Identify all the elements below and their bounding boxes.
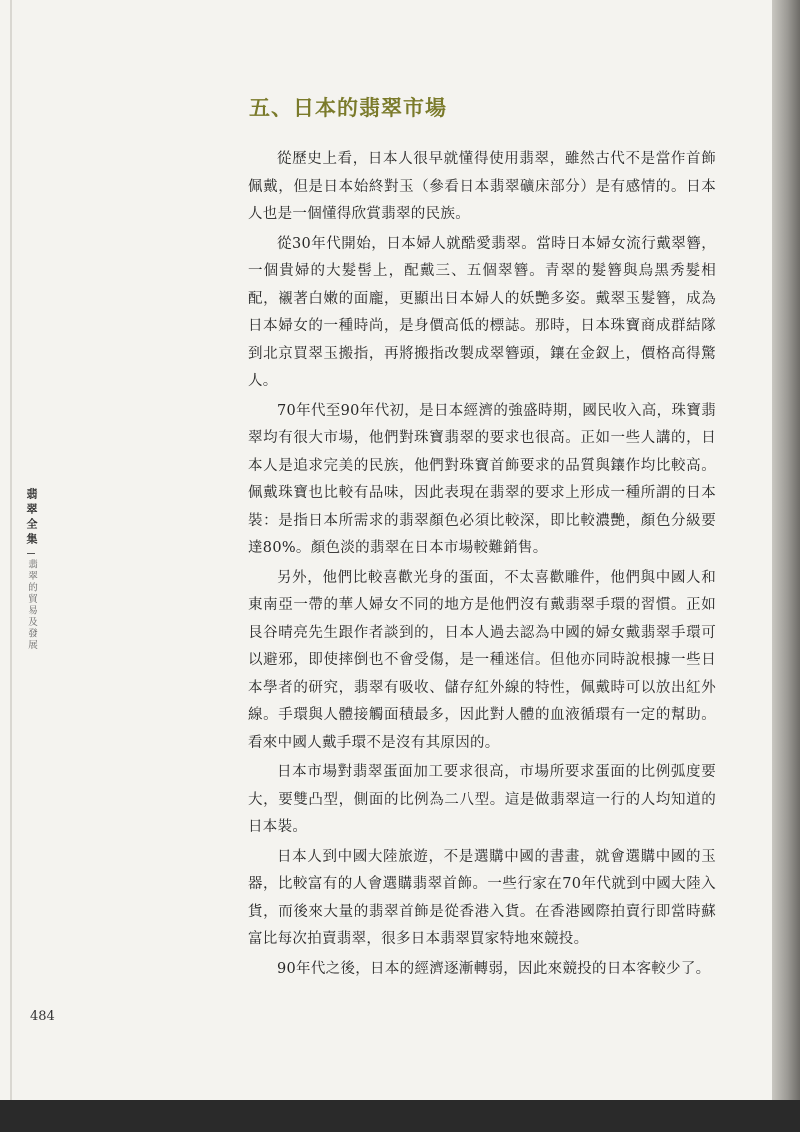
series-title: 翡翠全集 [25,488,38,548]
paragraph: 從歷史上看，日本人很早就懂得使用翡翠，雖然古代不是當作首飾佩戴，但是日本始終對玉（參看日本翡翠礦床部分）是有感情的。日本人也是一個懂得欣賞翡翠的民族。 [248,151,716,222]
side-divider [27,553,35,554]
scan-bottom-edge [0,1100,800,1132]
paragraph: 日本市場對翡翠蛋面加工要求很高，市場所要求蛋面的比例弧度要大，要雙凸型，側面的比例為二八型。這是做翡翠這一行的人均知道的日本裝。 [248,764,716,835]
body-text [248,146,716,985]
book-gutter [772,0,800,1100]
paragraph: 90年代之後，日本的經濟逐漸轉弱，因此來競投的日本客較少了。 [277,960,711,977]
paragraph: 日本人到中國大陸旅遊，不是選購中國的書畫，就會選購中國的玉器，比較富有的人會選購翡翠首飾。一些行家在70年代就到中國大陸入貨，而後來大量的翡翠首飾是從香港入貨。在香港國際拍賣行即當時蘇富比每次拍賣翡翠，很多日本翡翠買家特地來競投。 [248,848,716,947]
chapter-title: 翡翠的貿易及發展 [26,559,37,651]
side-running-header [22,488,40,651]
section-title: 五、日本的翡翠市場 [249,96,447,120]
page-edge [10,0,12,1100]
paragraph: 70年代至90年代初，是日本經濟的強盛時期，國民收入高，珠寶翡翠均有很大市場，他們對珠寶翡翠的要求也很高。正如一些人講的，日本人是追求完美的民族，他們對珠寶首飾要求的品質與鑲作均比較高。佩戴珠寶也比較有品味，因此表現在翡翠的要求上形成一種所謂的日本裝：是指日本所需求的翡翠顏色必須比較深，即比較濃艷，顏色分級要達80%。顏色淡的翡翠在日本市場較難銷售。 [248,402,716,556]
paragraph: 從30年代開始，日本婦人就酷愛翡翠。當時日本婦女流行戴翠簪，一個貴婦的大髮髻上，配戴三、五個翠簪。青翠的髮簪與烏黑秀髮相配，襯著白嫩的面龐，更顯出日本婦人的妖艷多姿。戴翠玉髮簪，成為日本婦女的一種時尚，是身價高低的標誌。那時，日本珠寶商成群結隊到北京買翠玉搬指，再將搬指改製成翠簪頭，鑲在金釵上，價格高得驚人。 [248,235,716,389]
page-number: 484 [30,1009,55,1024]
paragraph: 另外，他們比較喜歡光身的蛋面，不太喜歡雕件，他們與中國人和東南亞一帶的華人婦女不同的地方是他們沒有戴翡翠手環的習慣。正如艮谷晴亮先生跟作者談到的，日本人過去認為中國的婦女戴翡翠手環可以避邪，即使摔倒也不會受傷，是一種迷信。但他亦同時說根據一些日本學者的研究，翡翠有吸收、儲存紅外線的特性，佩戴時可以放出紅外線。手環與人體接觸面積最多，因此對人體的血液循環有一定的幫助。看來中國人戴手環不是沒有其原因的。 [248,569,716,751]
